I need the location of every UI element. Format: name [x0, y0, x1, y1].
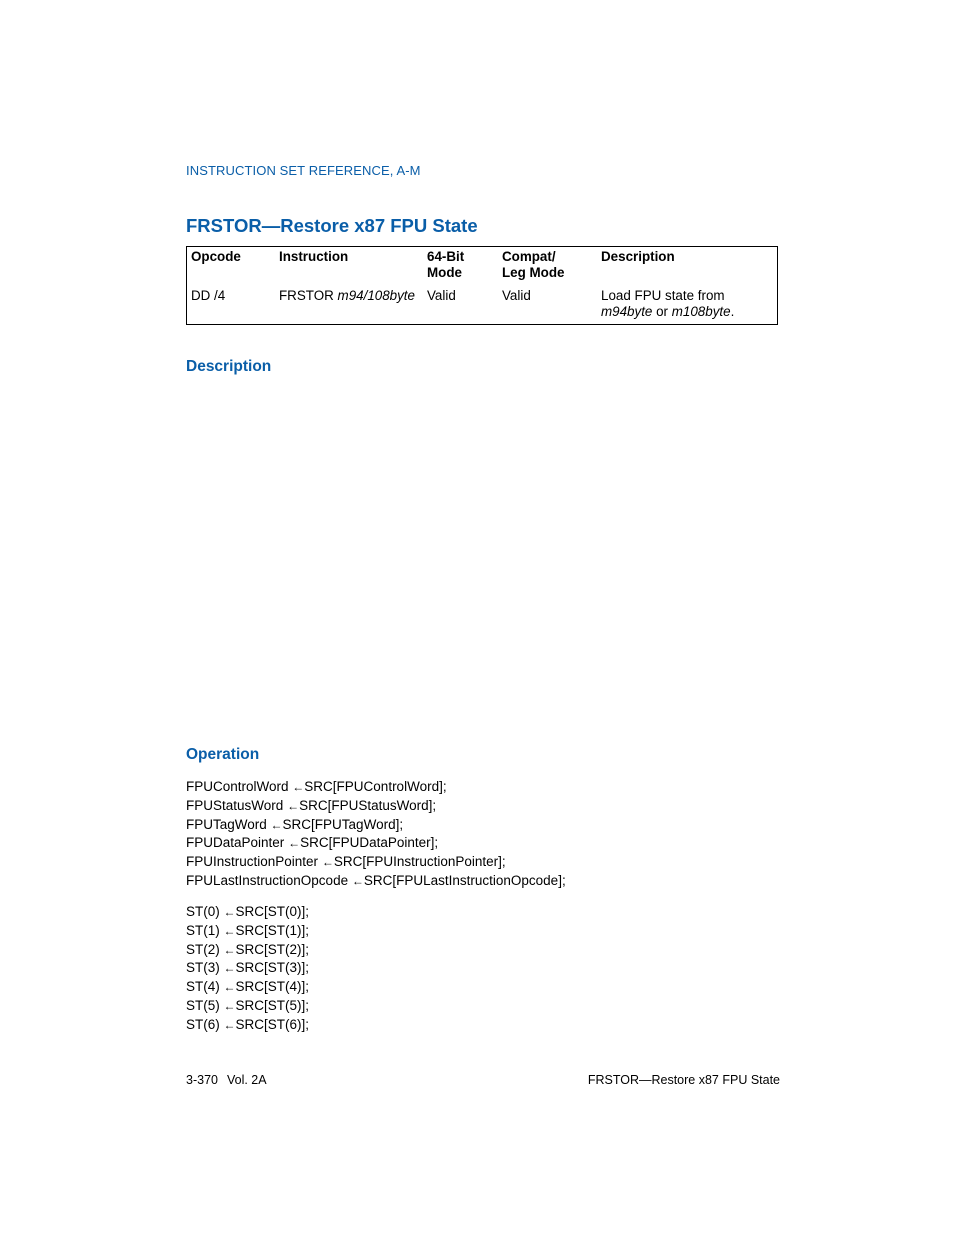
- code-line: [186, 778, 566, 797]
- code-line: [186, 853, 566, 872]
- header-line: Compat/: [502, 249, 556, 264]
- page-title: FRSTOR—Restore x87 FPU State: [186, 215, 478, 236]
- volume-label: Vol. 2A: [226, 1073, 267, 1087]
- code-line: [186, 834, 566, 853]
- code-rhs: SRC[FPUTagWord];: [282, 816, 404, 832]
- header-line: Opcode: [191, 249, 241, 264]
- footer-running-title: FRSTOR—Restore x87 FPU State: [587, 1073, 780, 1087]
- header-line: Leg Mode: [502, 265, 565, 280]
- code-lhs: ST(5): [186, 997, 220, 1013]
- code-lhs: ST(0): [186, 904, 220, 919]
- code-lhs: ST(6): [186, 1016, 220, 1032]
- code-lhs: FPUInstructionPointer: [186, 854, 319, 870]
- description-operand: m108byte: [671, 304, 731, 319]
- left-arrow-icon: ←: [270, 817, 283, 832]
- code-rhs: SRC[FPUDataPointer];: [300, 835, 439, 851]
- opcode-table: [186, 246, 778, 325]
- table-header-row: [187, 247, 778, 289]
- code-line: [186, 997, 309, 1016]
- column-header-compat-leg-mode: [498, 247, 597, 289]
- code-line: [186, 959, 309, 978]
- left-arrow-icon: ←: [223, 1017, 236, 1032]
- description-text: Load FPU state from: [601, 288, 725, 303]
- left-arrow-icon: ←: [292, 780, 305, 794]
- description-heading: Description: [186, 358, 272, 375]
- left-arrow-icon: ←: [223, 942, 236, 957]
- operation-code-block-2: [186, 903, 309, 1035]
- left-arrow-icon: ←: [223, 923, 236, 938]
- code-line: [186, 978, 309, 997]
- footer-left: [186, 1073, 267, 1087]
- header-line: 64-Bit: [427, 249, 465, 264]
- code-rhs: SRC[ST(4)];: [235, 979, 310, 995]
- left-arrow-icon: ←: [223, 905, 236, 919]
- code-line: [186, 872, 566, 891]
- code-lhs: FPUDataPointer: [186, 835, 285, 851]
- header-line: Description: [601, 249, 675, 264]
- instruction-operand: m94/108byte: [337, 288, 415, 303]
- cell-compat-leg-mode: Valid: [502, 288, 531, 303]
- description-connector: or: [656, 304, 669, 319]
- code-rhs: SRC[ST(6)];: [235, 1016, 310, 1032]
- left-arrow-icon: ←: [223, 980, 236, 995]
- column-header-64bit-mode: [423, 247, 498, 289]
- description-operand: m94byte: [601, 304, 653, 319]
- column-header-opcode: [187, 247, 276, 289]
- cell-description: [597, 288, 778, 325]
- left-arrow-icon: ←: [321, 855, 334, 870]
- code-rhs: SRC[FPUStatusWord];: [299, 797, 437, 813]
- code-line: [186, 797, 566, 816]
- cell-instruction: [275, 288, 423, 325]
- code-line: [186, 1016, 309, 1035]
- header-line: Mode: [427, 265, 462, 280]
- description-suffix: .: [730, 304, 735, 319]
- code-rhs: SRC[ST(5)];: [235, 997, 310, 1013]
- page-number: 3-370: [186, 1073, 218, 1087]
- code-rhs: SRC[FPULastInstructionOpcode];: [363, 872, 566, 888]
- left-arrow-icon: ←: [287, 798, 300, 813]
- code-rhs: SRC[FPUInstructionPointer];: [333, 854, 506, 870]
- code-line: [186, 903, 309, 922]
- code-rhs: SRC[ST(2)];: [235, 941, 310, 957]
- left-arrow-icon: ←: [351, 873, 364, 888]
- code-line: [186, 941, 309, 960]
- left-arrow-icon: ←: [223, 998, 236, 1013]
- code-lhs: ST(4): [186, 979, 220, 995]
- table-row: [187, 288, 778, 325]
- code-line: [186, 816, 566, 835]
- code-rhs: SRC[ST(0)];: [235, 904, 310, 919]
- code-lhs: ST(1): [186, 922, 220, 938]
- operation-code-block-1: [186, 778, 566, 891]
- code-lhs: FPUTagWord: [186, 816, 267, 832]
- instruction-mnemonic: FRSTOR: [279, 288, 334, 303]
- code-line: [186, 922, 309, 941]
- code-rhs: SRC[FPUControlWord];: [304, 779, 447, 794]
- column-header-instruction: [275, 247, 423, 289]
- code-lhs: ST(2): [186, 941, 220, 957]
- running-header: INSTRUCTION SET REFERENCE, A-M: [186, 163, 421, 178]
- cell-64bit-mode: Valid: [427, 288, 456, 303]
- code-lhs: ST(3): [186, 960, 220, 976]
- operation-heading: Operation: [186, 746, 260, 763]
- code-rhs: SRC[ST(1)];: [235, 922, 310, 938]
- left-arrow-icon: ←: [288, 836, 301, 851]
- code-lhs: FPUStatusWord: [186, 797, 284, 813]
- cell-opcode: DD /4: [191, 288, 226, 303]
- column-header-description: [597, 247, 778, 289]
- code-lhs: FPUControlWord: [186, 779, 289, 794]
- code-lhs: FPULastInstructionOpcode: [186, 872, 349, 888]
- left-arrow-icon: ←: [223, 961, 236, 976]
- header-line: Instruction: [279, 249, 349, 264]
- code-rhs: SRC[ST(3)];: [235, 960, 310, 976]
